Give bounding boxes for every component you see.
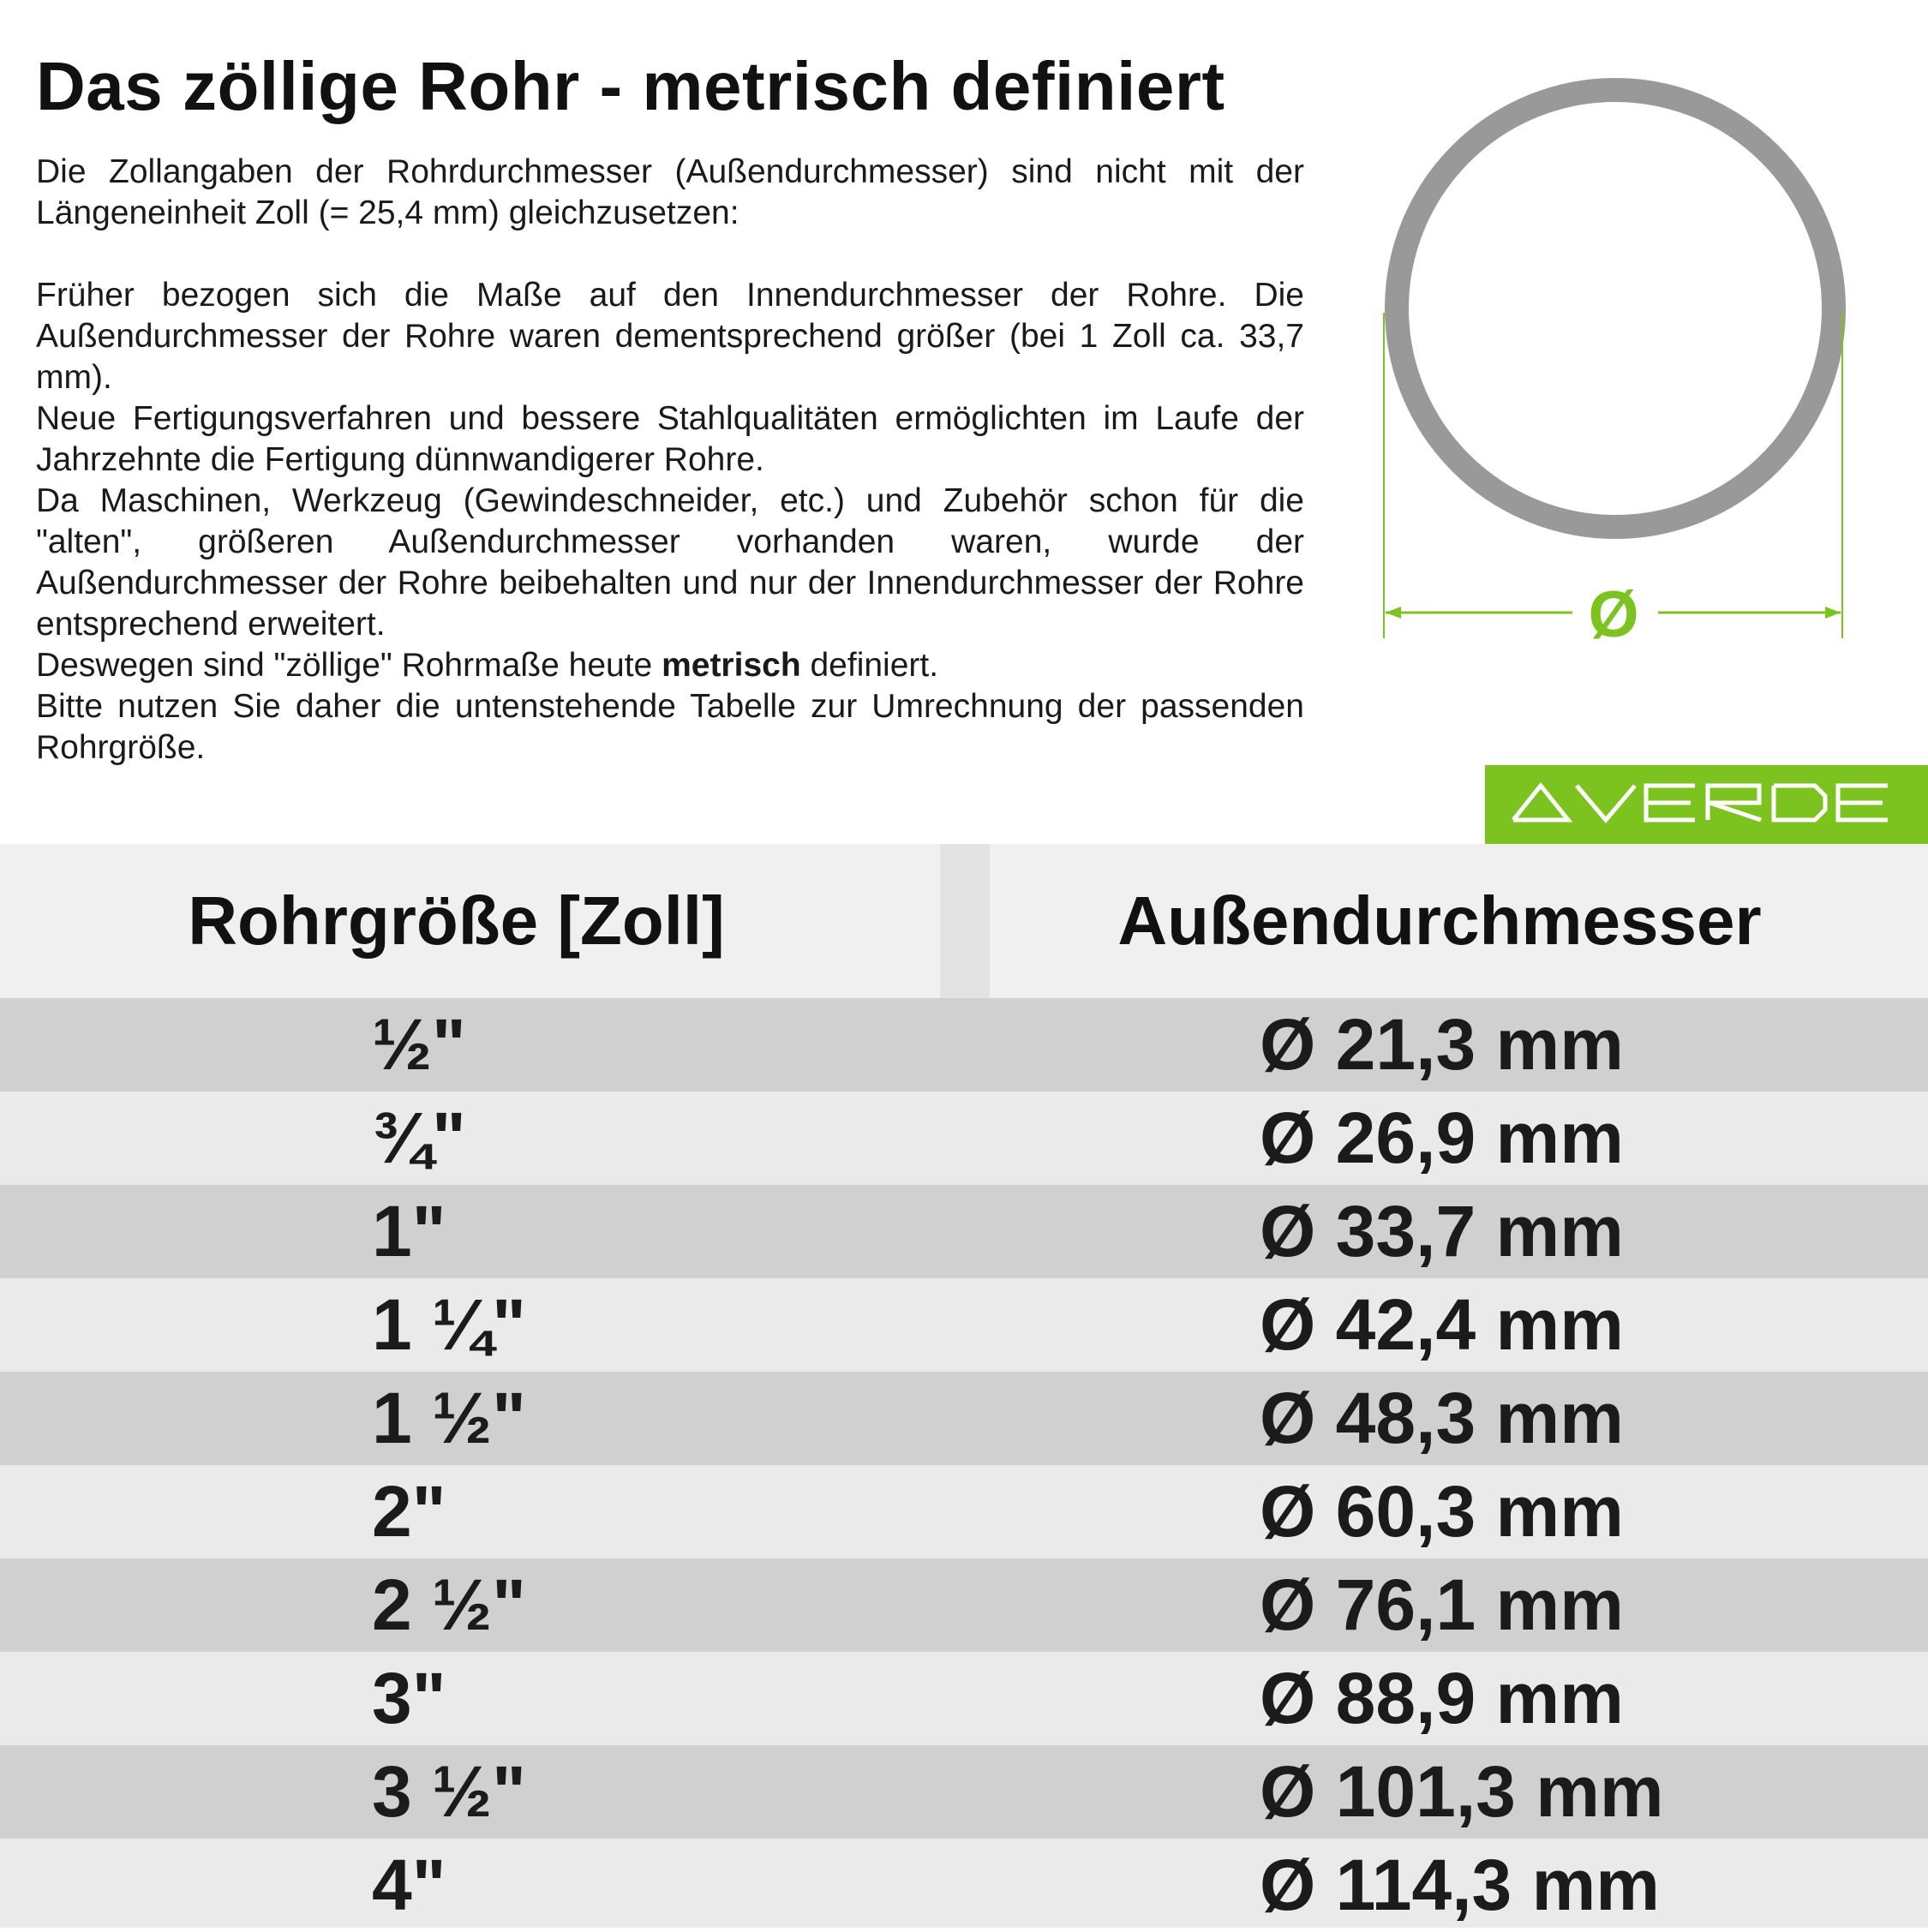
pipe-size-cell: 1 ¼": [372, 1284, 526, 1365]
intro-paragraph-4: Da Maschinen, Werkzeug (Gewindeschneider, etc.) und Zubehör schon für die "alten", größeren Außendurchmesser vorhanden waren, wurde der Außendurchmesser der Rohre beibehalten und nur der Innendurchmesser der Rohre entsprechend erweitert.: [36, 482, 1304, 643]
pipe-size-cell: 3 ½": [372, 1751, 526, 1832]
header-divider: [940, 844, 990, 998]
diameter-symbol: Ø: [1588, 578, 1639, 651]
table-row: [0, 1372, 1928, 1465]
table-row: [0, 1278, 1928, 1372]
table-row: [0, 1745, 1928, 1839]
outer-diameter-cell: Ø 60,3 mm: [1260, 1471, 1624, 1552]
pipe-size-cell: ½": [372, 1004, 466, 1085]
pipe-size-cell: 3": [372, 1658, 446, 1738]
pipe-size-cell: 1 ½": [372, 1378, 526, 1458]
table-row: [0, 1185, 1928, 1278]
pipe-size-cell: 2": [372, 1471, 446, 1552]
intro-p5-text-end: definiert.: [800, 647, 939, 684]
outer-diameter-cell: Ø 88,9 mm: [1260, 1658, 1624, 1738]
outer-diameter-cell: Ø 42,4 mm: [1260, 1284, 1624, 1365]
outer-diameter-cell: Ø 21,3 mm: [1260, 1004, 1624, 1085]
pipe-size-cell: 2 ½": [372, 1564, 526, 1645]
table-row: [0, 1092, 1928, 1185]
table-row: [0, 998, 1928, 1092]
page-title: Das zöllige Rohr - metrisch definiert: [36, 48, 1225, 124]
intro-p5-text: Deswegen sind "zöllige" Rohrmaße heute: [36, 647, 662, 684]
header-pipe-size: Rohrgröße [Zoll]: [188, 882, 725, 959]
outer-diameter-cell: Ø 101,3 mm: [1260, 1751, 1664, 1832]
paragraph-gap: [36, 234, 1304, 275]
intro-paragraph-2: Früher bezogen sich die Maße auf den Innendurchmesser der Rohre. Die Außendurchmesser der Rohre waren dementsprechend größer (bei 1 Zoll ca. 33,7 mm).: [36, 277, 1304, 396]
outer-diameter-cell: Ø 33,7 mm: [1260, 1191, 1624, 1271]
dimension-arrow-right: [1825, 607, 1841, 619]
outer-diameter-cell: Ø 48,3 mm: [1260, 1378, 1624, 1458]
intro-paragraph-6: Bitte nutzen Sie daher die untenstehende Tabelle zur Umrechnung der passenden Rohrgröße.: [36, 688, 1304, 766]
table-row: [0, 1558, 1928, 1652]
dimension-arrow-left: [1386, 607, 1401, 619]
intro-paragraph-1: Die Zollangaben der Rohrdurchmesser (Außendurchmesser) sind nicht mit der Längeneinheit Zoll (= 25,4 mm) gleichzusetzen:: [36, 153, 1304, 231]
averde-logo: [1485, 765, 1928, 844]
pipe-size-cell: ¾": [372, 1098, 466, 1178]
header-outer-diameter: Außendurchmesser: [1117, 882, 1762, 959]
pipe-size-cell: 4": [372, 1845, 446, 1925]
outer-diameter-cell: Ø 76,1 mm: [1260, 1564, 1624, 1645]
pipe-size-table: [0, 844, 1928, 1928]
table-row: [0, 1839, 1928, 1928]
table-row: [0, 1465, 1928, 1558]
outer-diameter-cell: Ø 114,3 mm: [1260, 1845, 1660, 1925]
pipe-size-cell: 1": [372, 1191, 446, 1271]
intro-p5-bold: metrisch: [662, 647, 801, 684]
averde-logo-banner: [1485, 765, 1928, 844]
intro-paragraph-3: Neue Fertigungsverfahren und bessere Stahlqualitäten ermöglichten im Laufe der Jahrzehnte die Fertigung dünnwandigerer Rohre.: [36, 400, 1304, 478]
outer-diameter-cell: Ø 26,9 mm: [1260, 1098, 1624, 1178]
table-row: [0, 1652, 1928, 1745]
intro-text: [36, 152, 1304, 769]
intro-paragraph-5: [36, 645, 1304, 686]
pipe-cross-section-diagram: [1362, 69, 1877, 668]
pipe-ring: [1397, 90, 1834, 527]
table-header: [0, 844, 1928, 998]
